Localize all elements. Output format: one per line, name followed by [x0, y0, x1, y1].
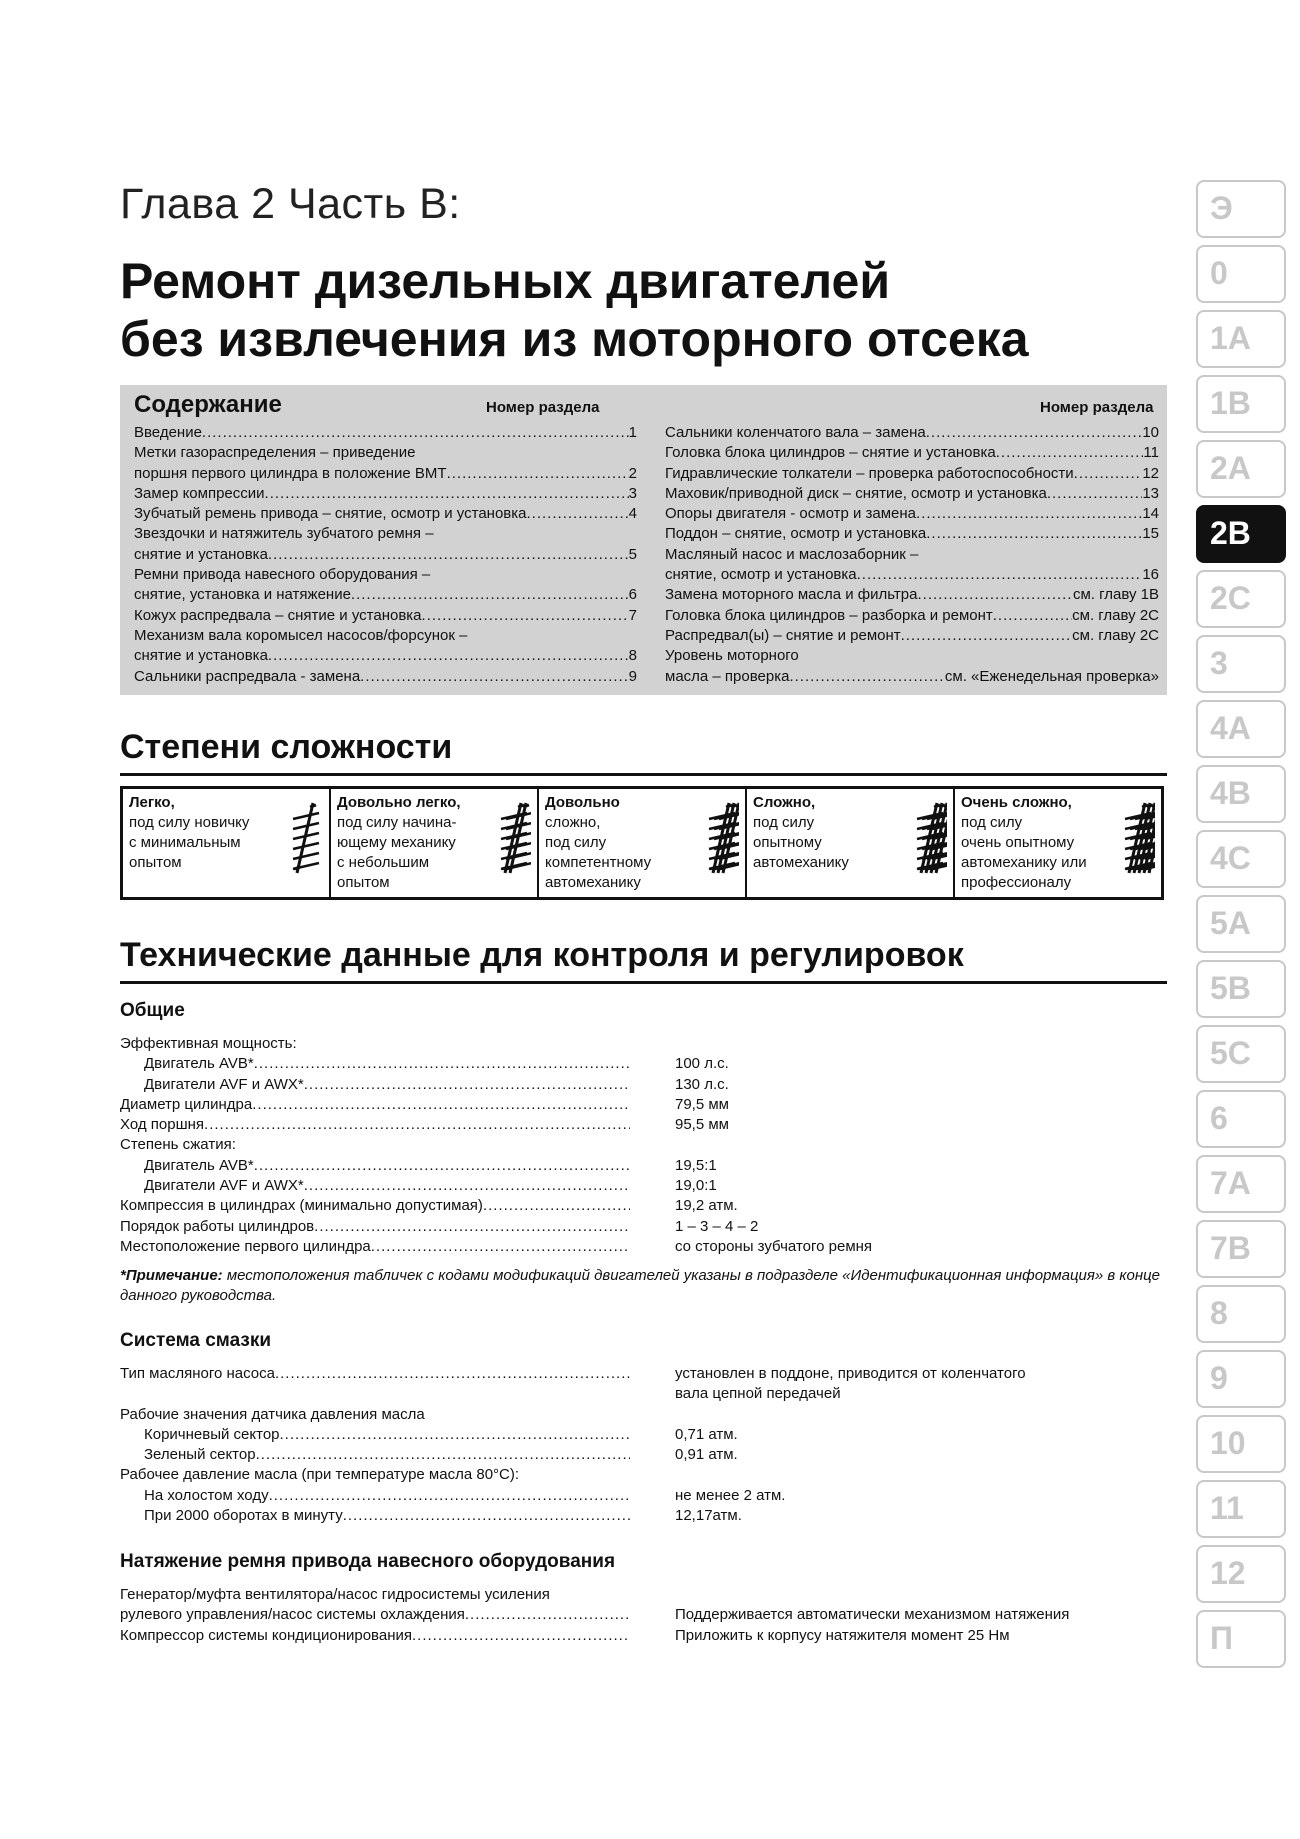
- spec-dot-leader: [343, 1506, 630, 1526]
- contents-entry-number: 1: [628, 424, 637, 441]
- spec-value: 100 л.с.: [675, 1055, 729, 1073]
- difficulty-text: [545, 793, 700, 893]
- spec-row: [120, 1075, 872, 1095]
- spec-label: Рабочее давление масла (при температуре масла 80°С):: [120, 1466, 520, 1484]
- contents-entry: [134, 646, 637, 666]
- difficulty-level-3: [539, 789, 747, 897]
- spec-value: 19,2 атм.: [675, 1197, 738, 1215]
- spec-row: [120, 1364, 1026, 1384]
- difficulty-line: очень опытному: [961, 834, 1075, 851]
- contents-dot-leader: [447, 464, 629, 484]
- spec-label: При 2000 оборотах в минуту: [144, 1507, 343, 1525]
- contents-entry: [665, 443, 1159, 463]
- chapter-tabs: [1196, 180, 1288, 1675]
- general-heading: Общие: [120, 1000, 185, 1021]
- spec-value: 19,5:1: [675, 1156, 717, 1174]
- spec-label-cell: [120, 1196, 630, 1216]
- contents-entry: [665, 667, 1159, 687]
- chapter-tab-21[interactable]: 12: [1196, 1545, 1286, 1603]
- contents-entry: [665, 423, 1159, 443]
- chapter-tab-0[interactable]: Э: [1196, 180, 1286, 238]
- chapter-tab-8[interactable]: 4А: [1196, 700, 1286, 758]
- contents-dot-leader: [360, 667, 628, 687]
- contents-left-column: [134, 423, 637, 687]
- contents-entry-title: поршня первого цилиндра в положение ВМТ: [134, 464, 447, 482]
- chapter-tab-6[interactable]: 2С: [1196, 570, 1286, 628]
- spec-row: [120, 1156, 872, 1176]
- difficulty-text: [129, 793, 284, 873]
- spec-label-cell: [120, 1237, 630, 1257]
- contents-dot-leader: [422, 606, 629, 626]
- contents-dot-leader: [268, 545, 629, 565]
- contents-entry-number: см. главу 2С: [1072, 606, 1159, 624]
- contents-entry-number: 15: [1142, 525, 1159, 543]
- spec-dot-leader: [483, 1196, 630, 1216]
- spec-label: Тип масляного насоса: [120, 1365, 275, 1382]
- contents-entry: [134, 504, 637, 524]
- contents-entry-title: снятие, осмотр и установка: [665, 566, 857, 584]
- chapter-tab-5[interactable]: 2В: [1196, 505, 1286, 563]
- chapter-tab-1[interactable]: 0: [1196, 245, 1286, 303]
- spec-dot-leader: [371, 1237, 630, 1257]
- spec-value: не менее 2 атм.: [675, 1486, 786, 1504]
- contents-col-header-left: Номер раздела: [486, 399, 600, 416]
- contents-entry-number: 5: [628, 545, 637, 563]
- spec-label-cell: [120, 1364, 630, 1384]
- contents-entry-number: см. «Еженедельная проверка»: [944, 667, 1159, 685]
- spec-dot-leader: [465, 1605, 630, 1625]
- spec-value: 79,5 мм: [675, 1095, 729, 1113]
- contents-col-header-right: Номер раздела: [1040, 399, 1154, 416]
- contents-entry: [665, 524, 1159, 544]
- spec-value: 19,0:1: [675, 1177, 717, 1195]
- spec-value: 12,17атм.: [675, 1507, 742, 1525]
- contents-heading: Содержание: [134, 391, 282, 418]
- difficulty-line: автомеханику: [753, 854, 849, 871]
- spec-label-cell: [120, 1405, 630, 1425]
- wrench-icon: [1123, 799, 1155, 877]
- spec-dot-leader: [252, 1095, 630, 1115]
- spec-label-cell: [120, 1135, 630, 1155]
- spec-label: Порядок работы цилиндров: [120, 1217, 315, 1235]
- difficulty-level-2: [331, 789, 539, 897]
- difficulty-line: под силу начина-: [337, 814, 457, 831]
- difficulty-text: [961, 793, 1116, 893]
- contents-entry: [134, 667, 637, 687]
- difficulty-rule: [120, 773, 1167, 776]
- lube-heading: Система смазки: [120, 1330, 272, 1351]
- chapter-tab-14[interactable]: 6: [1196, 1090, 1286, 1148]
- spec-label-cell: [120, 1115, 630, 1135]
- spec-label-cell: [120, 1156, 630, 1176]
- spec-value: 95,5 мм: [675, 1116, 729, 1134]
- spec-row: [120, 1486, 1026, 1506]
- contents-entry-title: Гидравлические толкатели – проверка работоспособности: [665, 464, 1074, 482]
- chapter-tab-11[interactable]: 5А: [1196, 895, 1286, 953]
- difficulty-level-5: [955, 789, 1161, 897]
- contents-entry-title: снятие и установка: [134, 647, 268, 665]
- contents-entry: [665, 646, 1159, 666]
- spec-label: Местоположение первого цилиндра: [120, 1237, 371, 1255]
- lube-specs: [120, 1364, 1026, 1526]
- chapter-tab-19[interactable]: 10: [1196, 1415, 1286, 1473]
- spec-row: [120, 1095, 872, 1115]
- note-text: местоположения табличек с кодами модификаций двигателей указаны в подразделе «Идентификационная информация» в конце данного руководства.: [120, 1267, 1160, 1304]
- spec-value: Поддерживается автоматически механизмом натяжения: [675, 1606, 1070, 1624]
- contents-dot-leader: [265, 484, 629, 504]
- spec-row: [120, 1506, 1026, 1526]
- contents-entry: [134, 626, 637, 646]
- contents-entry-title: Уровень моторного: [665, 647, 799, 665]
- spec-dot-leader: [269, 1486, 630, 1506]
- contents-entry-number: см. главу 1В: [1072, 586, 1159, 604]
- spec-row: [120, 1605, 1069, 1625]
- spec-value: установлен в поддоне, приводится от коленчатого: [675, 1365, 1026, 1382]
- contents-entry: [665, 585, 1159, 605]
- contents-dot-leader: [789, 667, 944, 687]
- difficulty-line: сложно,: [545, 814, 601, 831]
- chapter-tab-20[interactable]: 11: [1196, 1480, 1286, 1538]
- chapter-tab-3[interactable]: 1В: [1196, 375, 1286, 433]
- contents-entry: [665, 606, 1159, 626]
- contents-entry: [134, 464, 637, 484]
- spec-row: [120, 1115, 872, 1135]
- difficulty-title: Легко,: [129, 794, 175, 811]
- contents-entry-title: Механизм вала коромысел насосов/форсунок –: [134, 626, 468, 644]
- contents-dot-leader: [926, 423, 1143, 443]
- contents-entry: [134, 423, 637, 443]
- contents-entry-number: 8: [628, 647, 637, 665]
- difficulty-table: [120, 786, 1164, 900]
- spec-value: 130 л.с.: [675, 1075, 729, 1093]
- difficulty-line: под силу: [753, 814, 815, 831]
- contents-entry-title: масла – проверка: [665, 667, 790, 685]
- difficulty-title: Довольно легко,: [337, 794, 461, 811]
- contents-entry-number: 9: [628, 667, 637, 685]
- contents-dot-leader: [993, 606, 1072, 626]
- spec-row: [120, 1626, 1069, 1646]
- spec-label: Двигатель AVB*: [144, 1156, 254, 1174]
- contents-entry-title: Головка блока цилиндров – снятие и установка: [665, 444, 996, 462]
- contents-entry: [134, 606, 637, 626]
- difficulty-title: Довольно: [545, 794, 620, 811]
- contents-entry: [665, 484, 1159, 504]
- difficulty-text: [753, 793, 908, 873]
- contents-entry: [134, 443, 637, 463]
- chapter-tab-4[interactable]: 2А: [1196, 440, 1286, 498]
- spec-label: Генератор/муфта вентилятора/насос гидросистемы усиления: [120, 1586, 550, 1603]
- wrench-icon: [707, 799, 739, 877]
- contents-entry-title: Опоры двигателя - осмотр и замена: [665, 505, 917, 523]
- wrench-icon: [291, 799, 323, 877]
- difficulty-level-4: [747, 789, 955, 897]
- contents-entry: [134, 484, 637, 504]
- contents-entry-title: Зубчатый ремень привода – снятие, осмотр и установка: [134, 505, 527, 523]
- contents-entry-title: снятие и установка: [134, 545, 268, 563]
- difficulty-line: с минимальным: [129, 834, 241, 851]
- contents-dot-leader: [996, 443, 1144, 463]
- chapter-tab-2[interactable]: 1А: [1196, 310, 1286, 368]
- contents-entry-number: 6: [628, 586, 637, 604]
- spec-label: Эффективная мощность:: [120, 1035, 297, 1052]
- difficulty-line: опытному: [753, 834, 822, 851]
- contents-entry-number: 14: [1142, 505, 1159, 523]
- contents-entry-title: Распредвал(ы) – снятие и ремонт: [665, 626, 901, 644]
- difficulty-line: профессионалу: [961, 874, 1072, 891]
- contents-entry: [665, 626, 1159, 646]
- spec-dot-leader: [304, 1075, 630, 1095]
- chapter-tab-10[interactable]: 4С: [1196, 830, 1286, 888]
- contents-dot-leader: [202, 423, 629, 443]
- contents-entry-title: Кожух распредвала – снятие и установка: [134, 606, 422, 624]
- spec-value: 1 – 3 – 4 – 2: [675, 1217, 759, 1235]
- spec-label: Компрессия в цилиндрах (минимально допустимая): [120, 1197, 483, 1215]
- spec-label: рулевого управления/насос системы охлаждения: [120, 1606, 465, 1624]
- spec-label-cell: [120, 1384, 630, 1404]
- difficulty-line: компетентному: [545, 854, 652, 871]
- general-specs: [120, 1034, 872, 1257]
- spec-dot-leader: [304, 1176, 630, 1196]
- contents-dot-leader: [926, 524, 1142, 544]
- difficulty-line: автомеханику или: [961, 854, 1087, 871]
- spec-label: На холостом ходу: [144, 1486, 269, 1504]
- contents-entry-number: см. главу 2С: [1072, 626, 1159, 644]
- contents-dot-leader: [1074, 464, 1143, 484]
- spec-label: Двигатели AVF и AWX*: [144, 1177, 304, 1195]
- wrench-icon: [499, 799, 531, 877]
- belt-heading: Натяжение ремня привода навесного оборудования: [120, 1551, 616, 1572]
- contents-entry: [134, 545, 637, 565]
- spec-dot-leader: [412, 1626, 630, 1646]
- contents-entry-title: Замена моторного масла и фильтра: [665, 586, 918, 604]
- spec-value: вала цепной передачей: [675, 1385, 841, 1403]
- contents-entry-number: 2: [628, 464, 637, 482]
- contents-entry-title: Звездочки и натяжитель зубчатого ремня –: [134, 525, 434, 543]
- spec-row: [120, 1217, 872, 1237]
- contents-entry-title: Поддон – снятие, осмотр и установка: [665, 525, 927, 543]
- chapter-tab-9[interactable]: 4В: [1196, 765, 1286, 823]
- contents-dot-leader: [1047, 484, 1142, 504]
- difficulty-line: под силу новичку: [129, 814, 250, 831]
- spec-label-cell: [120, 1585, 630, 1605]
- spec-row: [120, 1196, 872, 1216]
- contents-entry: [665, 504, 1159, 524]
- contents-dot-leader: [917, 585, 1072, 605]
- spec-row: [120, 1034, 872, 1054]
- difficulty-line: ющему механику: [337, 834, 456, 851]
- difficulty-line: опытом: [337, 874, 390, 891]
- contents-entry-title: Метки газораспределения – приведение: [134, 444, 416, 462]
- contents-entry-title: Головка блока цилиндров – разборка и ремонт: [665, 606, 993, 624]
- spec-row: [120, 1465, 1026, 1485]
- difficulty-title: Сложно,: [753, 794, 816, 811]
- contents-entry: [665, 464, 1159, 484]
- specs-heading: Технические данные для контроля и регулировок: [120, 936, 964, 974]
- chapter-tab-18[interactable]: 9: [1196, 1350, 1286, 1408]
- contents-entry-number: 11: [1143, 444, 1159, 462]
- chapter-tab-15[interactable]: 7А: [1196, 1155, 1286, 1213]
- chapter-tab-22[interactable]: П: [1196, 1610, 1286, 1668]
- spec-label-cell: [120, 1425, 630, 1445]
- spec-label-cell: [120, 1075, 630, 1095]
- belt-specs: [120, 1585, 1069, 1646]
- contents-entry: [665, 545, 1159, 565]
- spec-label-cell: [120, 1445, 630, 1465]
- spec-label: Ход поршня: [120, 1116, 205, 1134]
- chapter-label: Глава 2 Часть В:: [120, 180, 461, 228]
- chapter-title: [120, 252, 1029, 368]
- difficulty-line: с небольшим: [337, 854, 430, 871]
- contents-entry-number: 7: [628, 606, 637, 624]
- difficulty-line: опытом: [129, 854, 182, 871]
- contents-dot-leader: [351, 585, 629, 605]
- contents-entry-title: Введение: [134, 424, 202, 441]
- contents-entry-number: 4: [628, 505, 637, 523]
- spec-dot-leader: [280, 1425, 631, 1445]
- contents-dot-leader: [268, 646, 629, 666]
- contents-entry-number: 16: [1142, 566, 1159, 584]
- spec-value: 0,91 атм.: [675, 1446, 738, 1464]
- spec-label-cell: [120, 1176, 630, 1196]
- spec-row: [120, 1054, 872, 1074]
- note: [120, 1266, 1170, 1306]
- chapter-tab-13[interactable]: 5С: [1196, 1025, 1286, 1083]
- difficulty-heading: Степени сложности: [120, 728, 453, 766]
- contents-entry-title: Маховик/приводной диск – снятие, осмотр и установка: [665, 484, 1047, 502]
- spec-dot-leader: [314, 1217, 630, 1237]
- spec-label: Двигатель AVB*: [144, 1055, 254, 1073]
- difficulty-title: Очень сложно,: [961, 794, 1072, 811]
- contents-dot-leader: [857, 565, 1143, 585]
- contents-entry-number: 13: [1142, 484, 1159, 502]
- chapter-tab-12[interactable]: 5В: [1196, 960, 1286, 1018]
- contents-entry-title: Сальники распредвала - замена: [134, 667, 361, 685]
- contents-right-column: [665, 423, 1159, 687]
- spec-row: [120, 1405, 1026, 1425]
- spec-row: [120, 1237, 872, 1257]
- chapter-tab-7[interactable]: 3: [1196, 635, 1286, 693]
- difficulty-line: автомеханику: [545, 874, 641, 891]
- spec-dot-leader: [204, 1115, 630, 1135]
- spec-label-cell: [120, 1034, 630, 1054]
- spec-dot-leader: [254, 1156, 630, 1176]
- spec-label: Диаметр цилиндра: [120, 1095, 253, 1113]
- spec-value: 0,71 атм.: [675, 1425, 738, 1443]
- spec-row: [120, 1585, 1069, 1605]
- spec-value: Приложить к корпусу натяжителя момент 25 Нм: [675, 1626, 1010, 1644]
- spec-row: [120, 1445, 1026, 1465]
- chapter-tab-17[interactable]: 8: [1196, 1285, 1286, 1343]
- contents-box: [120, 385, 1167, 695]
- contents-entry-title: Масляный насос и маслозаборник –: [665, 545, 919, 563]
- contents-entry-number: 10: [1142, 424, 1159, 441]
- contents-entry-title: Ремни привода навесного оборудования –: [134, 566, 431, 584]
- contents-entry-number: 12: [1142, 464, 1159, 482]
- contents-dot-leader: [916, 504, 1142, 524]
- contents-entry-title: снятие, установка и натяжение: [134, 586, 351, 604]
- spec-label: Коричневый сектор: [144, 1425, 280, 1443]
- contents-entry: [665, 565, 1159, 585]
- spec-label-cell: [120, 1054, 630, 1074]
- contents-dot-leader: [527, 504, 629, 524]
- contents-entry: [134, 524, 637, 544]
- spec-label: Степень сжатия:: [120, 1136, 236, 1154]
- spec-label: Компрессор системы кондиционирования: [120, 1626, 412, 1644]
- contents-entry: [134, 565, 637, 585]
- spec-dot-leader: [275, 1364, 630, 1384]
- spec-label-cell: [120, 1095, 630, 1115]
- title-line-2: без извлечения из моторного отсека: [120, 311, 1029, 367]
- spec-value: со стороны зубчатого ремня: [675, 1237, 873, 1255]
- difficulty-text: [337, 793, 492, 893]
- wrench-icon: [915, 799, 947, 877]
- difficulty-line: под силу: [961, 814, 1023, 831]
- contents-entry: [134, 585, 637, 605]
- spec-dot-leader: [254, 1054, 630, 1074]
- spec-label: Зеленый сектор: [144, 1446, 256, 1464]
- spec-label-cell: [120, 1605, 630, 1625]
- spec-label-cell: [120, 1465, 630, 1485]
- note-label: *Примечание:: [120, 1267, 223, 1284]
- spec-label-cell: [120, 1626, 630, 1646]
- spec-row: [120, 1425, 1026, 1445]
- spec-dot-leader: [256, 1445, 630, 1465]
- contents-entry-number: 3: [628, 484, 637, 502]
- spec-label: Рабочие значения датчика давления масла: [120, 1405, 425, 1423]
- contents-entry-title: Замер компрессии: [134, 484, 265, 502]
- difficulty-line: под силу: [545, 834, 607, 851]
- spec-label-cell: [120, 1506, 630, 1526]
- spec-label: Двигатели AVF и AWX*: [144, 1075, 304, 1093]
- specs-rule: [120, 981, 1167, 984]
- spec-row: [120, 1384, 1026, 1404]
- spec-label-cell: [120, 1486, 630, 1506]
- spec-row: [120, 1135, 872, 1155]
- contents-entry-title: Сальники коленчатого вала – замена: [665, 424, 926, 441]
- title-line-1: Ремонт дизельных двигателей: [120, 253, 891, 309]
- spec-row: [120, 1176, 872, 1196]
- difficulty-level-1: [123, 789, 331, 897]
- contents-dot-leader: [901, 626, 1072, 646]
- spec-label-cell: [120, 1217, 630, 1237]
- chapter-tab-16[interactable]: 7В: [1196, 1220, 1286, 1278]
